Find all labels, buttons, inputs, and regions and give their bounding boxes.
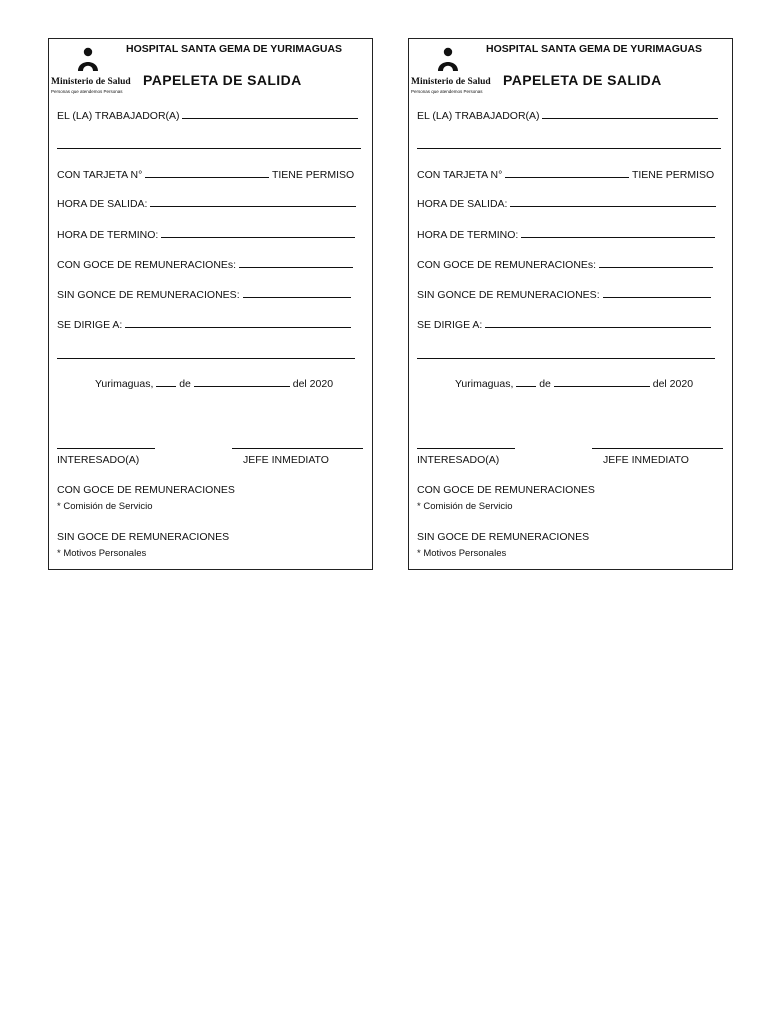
end-time-label: HORA DE TERMINO: <box>417 229 519 241</box>
destination-field <box>417 318 711 331</box>
worker-blank[interactable] <box>182 109 358 119</box>
applicant-signature-line[interactable] <box>417 448 515 449</box>
hospital-name: HOSPITAL SANTA GEMA DE YURIMAGUAS <box>126 43 343 55</box>
date-city: Yurimaguas, <box>455 378 514 390</box>
with-pay-note-heading: CON GOCE DE REMUNERACIONES <box>57 484 235 496</box>
worker-field <box>417 109 718 122</box>
supervisor-signature-line[interactable] <box>592 448 723 449</box>
applicant-label: INTERESADO(A) <box>417 454 500 466</box>
person-icon <box>75 47 101 77</box>
date-year: del 2020 <box>652 378 694 390</box>
exit-time-label: HORA DE SALIDA: <box>57 198 148 210</box>
without-pay-blank[interactable] <box>243 288 351 298</box>
date-month-blank[interactable] <box>194 377 290 387</box>
hospital-name: HOSPITAL SANTA GEMA DE YURIMAGUAS <box>486 43 703 55</box>
permission-label: TIENE PERMISO <box>631 169 715 181</box>
card-blank[interactable] <box>505 168 629 178</box>
worker-blank[interactable] <box>542 109 718 119</box>
with-pay-note-item: * Comisión de Servicio <box>417 501 513 512</box>
ministry-name: Ministerio de Salud <box>411 77 491 87</box>
ministry-logo <box>411 47 491 95</box>
worker-blank-line-2[interactable] <box>57 148 361 149</box>
card-field <box>57 168 354 181</box>
date-de: de <box>539 378 551 390</box>
date-month-blank[interactable] <box>554 377 650 387</box>
card-field <box>417 168 714 181</box>
date-line <box>95 377 333 390</box>
exit-time-field <box>57 197 356 210</box>
card-blank[interactable] <box>145 168 269 178</box>
without-pay-field <box>417 288 711 301</box>
with-pay-label: CON GOCE DE REMUNERACIONEs: <box>417 259 597 271</box>
worker-field <box>57 109 358 122</box>
without-pay-note-heading: SIN GOCE DE REMUNERACIONES <box>417 531 590 543</box>
without-pay-label: SIN GONCE DE REMUNERACIONES: <box>57 289 240 301</box>
end-time-field <box>57 228 355 241</box>
end-time-label: HORA DE TERMINO: <box>57 229 159 241</box>
with-pay-blank[interactable] <box>239 258 353 268</box>
without-pay-note-item: * Motivos Personales <box>57 548 147 559</box>
with-pay-field <box>417 258 713 271</box>
destination-field <box>57 318 351 331</box>
exit-time-label: HORA DE SALIDA: <box>417 198 508 210</box>
destination-blank[interactable] <box>125 318 351 328</box>
form-title: PAPELETA DE SALIDA <box>503 72 662 88</box>
destination-blank-line-2[interactable] <box>417 358 715 359</box>
supervisor-label: JEFE INMEDIATO <box>603 454 689 466</box>
date-de: de <box>179 378 191 390</box>
without-pay-note-item: * Motivos Personales <box>417 548 507 559</box>
ministry-tagline: Personas que atendemos Personas <box>51 89 123 94</box>
with-pay-label: CON GOCE DE REMUNERACIONEs: <box>57 259 237 271</box>
exit-time-field <box>417 197 716 210</box>
end-time-field <box>417 228 715 241</box>
applicant-label: INTERESADO(A) <box>57 454 140 466</box>
worker-blank-line-2[interactable] <box>417 148 721 149</box>
exit-time-blank[interactable] <box>150 197 356 207</box>
card-label: CON TARJETA N° <box>57 169 143 181</box>
with-pay-blank[interactable] <box>599 258 713 268</box>
date-line <box>455 377 693 390</box>
worker-label: EL (LA) TRABAJADOR(A) <box>57 110 180 122</box>
destination-label: SE DIRIGE A: <box>417 319 483 331</box>
exit-slip-right <box>408 38 733 570</box>
with-pay-field <box>57 258 353 271</box>
without-pay-blank[interactable] <box>603 288 711 298</box>
ministry-name: Ministerio de Salud <box>51 77 131 87</box>
end-time-blank[interactable] <box>521 228 715 238</box>
date-day-blank[interactable] <box>156 377 176 387</box>
without-pay-note-heading: SIN GOCE DE REMUNERACIONES <box>57 531 230 543</box>
with-pay-note-heading: CON GOCE DE REMUNERACIONES <box>417 484 595 496</box>
date-year: del 2020 <box>292 378 334 390</box>
date-city: Yurimaguas, <box>95 378 154 390</box>
destination-label: SE DIRIGE A: <box>57 319 123 331</box>
exit-slip-left <box>48 38 373 570</box>
permission-label: TIENE PERMISO <box>271 169 355 181</box>
destination-blank[interactable] <box>485 318 711 328</box>
end-time-blank[interactable] <box>161 228 355 238</box>
ministry-logo <box>51 47 131 95</box>
without-pay-field <box>57 288 351 301</box>
form-title: PAPELETA DE SALIDA <box>143 72 302 88</box>
supervisor-signature-line[interactable] <box>232 448 363 449</box>
with-pay-note-item: * Comisión de Servicio <box>57 501 153 512</box>
date-day-blank[interactable] <box>516 377 536 387</box>
applicant-signature-line[interactable] <box>57 448 155 449</box>
destination-blank-line-2[interactable] <box>57 358 355 359</box>
ministry-tagline: Personas que atendemos Personas <box>411 89 483 94</box>
person-icon <box>435 47 461 77</box>
exit-time-blank[interactable] <box>510 197 716 207</box>
supervisor-label: JEFE INMEDIATO <box>243 454 329 466</box>
worker-label: EL (LA) TRABAJADOR(A) <box>417 110 540 122</box>
card-label: CON TARJETA N° <box>417 169 503 181</box>
without-pay-label: SIN GONCE DE REMUNERACIONES: <box>417 289 600 301</box>
